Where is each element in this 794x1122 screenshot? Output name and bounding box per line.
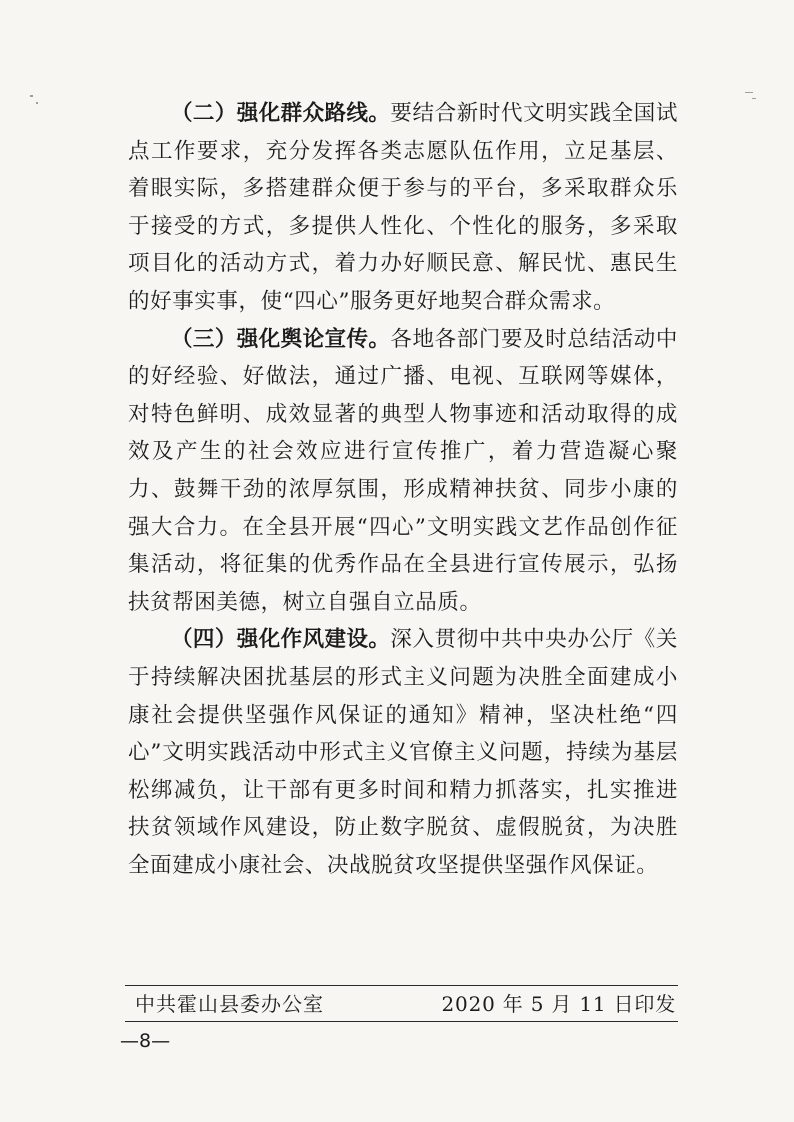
paragraph-heading: （三）强化舆论宣传。 [171,326,391,352]
paragraph-text: 深入贯彻中共中央办公厅《关于持续解决困扰基层的形式主义问题为决胜全面建成小康社会提供坚强作风保证的通知》精神，坚决杜绝“四心”文明实践活动中形式主义官僚主义问题，持续为基层松绑减负，让干部有更多时间和精力抓落实，扎实推进扶贫领域作风建设，防止数字脱贫、虚假脱贫，为决胜全面建成小康社会、决战脱贫攻坚提供坚强作风保证。 [128,627,678,878]
scan-speck [752,98,756,99]
paragraph-mass-line [128,95,678,321]
page-number: —8— [120,1030,171,1052]
scan-speck [30,95,33,97]
paragraph-heading: （四）强化作风建设。 [171,627,391,653]
document-body [128,95,678,884]
paragraph-publicity [128,321,678,622]
paragraph-work-style [128,621,678,884]
scan-speck [745,92,753,93]
issuer-name: 中共霍山县委办公室 [135,992,324,1016]
footer-rule-bottom [125,1021,678,1022]
footer-rule-top [125,985,678,986]
print-date: 2020 年 5 月 11 日印发 [441,992,676,1016]
paragraph-heading: （二）强化群众路线。 [171,101,391,126]
paragraph-text: 要结合新时代文明实践全国试点工作要求，充分发挥各类志愿队伍作用，立足基层、着眼实际，多搭建群众便于参与的平台，多采取群众乐于接受的方式，多提供人性化、个性化的服务，多采取项目化的活动方式，着力办好顺民意、解民忧、惠民生的好事实事，使“四心”服务更好地契合群众需求。 [128,101,678,314]
paragraph-text: 各地各部门要及时总结活动中的好经验、好做法，通过广播、电视、互联网等媒体，对特色鲜明、成效显著的典型人物事迹和活动取得的成效及产生的社会效应进行宣传推广，着力营造凝心聚力、鼓舞干劲的浓厚氛围，形成精神扶贫、同步小康的强大合力。在全县开展“四心”文明实践文艺作品创作征集活动，将征集的优秀作品在全县进行宣传展示，弘扬扶贫帮困美德，树立自强自立品质。 [128,326,678,615]
scan-speck [36,102,38,104]
